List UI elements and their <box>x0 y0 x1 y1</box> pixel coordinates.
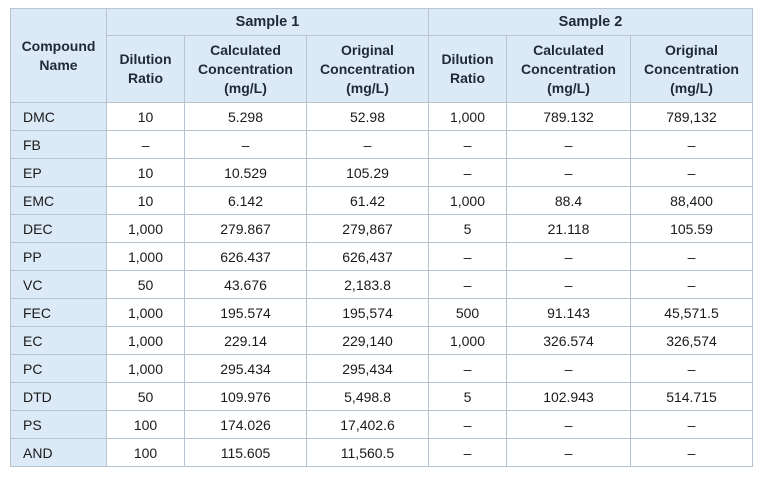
value-cell: – <box>429 131 507 159</box>
header-line: Ratio <box>128 70 163 86</box>
value-cell: – <box>429 243 507 271</box>
value-cell: 10.529 <box>185 159 307 187</box>
value-cell: 229.14 <box>185 327 307 355</box>
concentration-table <box>10 8 753 467</box>
value-cell: 295,434 <box>307 355 429 383</box>
value-cell: 50 <box>107 271 185 299</box>
table-row <box>11 271 753 299</box>
value-cell: 100 <box>107 439 185 467</box>
value-cell: – <box>631 243 753 271</box>
table-container <box>10 8 753 467</box>
value-cell: 21.118 <box>507 215 631 243</box>
column-header <box>429 36 507 103</box>
value-cell: 50 <box>107 383 185 411</box>
compound-name-cell: DMC <box>11 103 107 131</box>
value-cell: – <box>631 271 753 299</box>
value-cell: – <box>307 131 429 159</box>
value-cell: 5 <box>429 383 507 411</box>
value-cell: 1,000 <box>107 243 185 271</box>
header-line: Calculated <box>533 41 604 58</box>
table-row <box>11 131 753 159</box>
value-cell: – <box>429 439 507 467</box>
value-cell: 174.026 <box>185 411 307 439</box>
value-cell: – <box>631 355 753 383</box>
value-cell: 10 <box>107 159 185 187</box>
value-cell: 11,560.5 <box>307 439 429 467</box>
value-cell: – <box>507 243 631 271</box>
table-row <box>11 215 753 243</box>
table-row <box>11 243 753 271</box>
value-cell: 52.98 <box>307 103 429 131</box>
compound-name-cell: AND <box>11 439 107 467</box>
value-cell: – <box>507 159 631 187</box>
value-cell: – <box>631 439 753 467</box>
table-row <box>11 355 753 383</box>
value-cell: 88.4 <box>507 187 631 215</box>
header-line: Dilution <box>119 51 172 67</box>
value-cell: – <box>507 439 631 467</box>
compound-name-cell: EMC <box>11 187 107 215</box>
value-cell: 514.715 <box>631 383 753 411</box>
table-row <box>11 159 753 187</box>
sample-group-header: Sample 2 <box>429 9 753 36</box>
header-line: Concentration <box>644 60 739 77</box>
column-header <box>307 36 429 103</box>
compound-name-cell: PS <box>11 411 107 439</box>
value-cell: 10 <box>107 103 185 131</box>
value-cell: 279,867 <box>307 215 429 243</box>
sample-group-header: Sample 1 <box>107 9 429 36</box>
header-line: Concentration <box>198 60 293 77</box>
compound-name-cell: DEC <box>11 215 107 243</box>
compound-name-cell: PC <box>11 355 107 383</box>
value-cell: – <box>429 355 507 383</box>
value-cell: 195,574 <box>307 299 429 327</box>
value-cell: 1,000 <box>429 327 507 355</box>
value-cell: 1,000 <box>429 103 507 131</box>
value-cell: 326.574 <box>507 327 631 355</box>
value-cell: 115.605 <box>185 439 307 467</box>
column-header <box>631 36 753 103</box>
value-cell: – <box>185 131 307 159</box>
value-cell: 295.434 <box>185 355 307 383</box>
value-cell: 626,437 <box>307 243 429 271</box>
value-cell: 326,574 <box>631 327 753 355</box>
value-cell: 626.437 <box>185 243 307 271</box>
value-cell: – <box>507 411 631 439</box>
compound-name-cell: EP <box>11 159 107 187</box>
table-row <box>11 299 753 327</box>
value-cell: 5,498.8 <box>307 383 429 411</box>
value-cell: – <box>507 355 631 383</box>
header-line: Calculated <box>210 41 281 58</box>
value-cell: 6.142 <box>185 187 307 215</box>
value-cell: 5 <box>429 215 507 243</box>
column-header <box>185 36 307 103</box>
header-line: (mg/L) <box>346 79 389 96</box>
header-line: Ratio <box>450 70 485 86</box>
compound-name-cell: VC <box>11 271 107 299</box>
value-cell: 500 <box>429 299 507 327</box>
value-cell: 789,132 <box>631 103 753 131</box>
value-cell: 105.29 <box>307 159 429 187</box>
value-cell: – <box>507 271 631 299</box>
header-line: (mg/L) <box>547 79 590 96</box>
value-cell: – <box>631 159 753 187</box>
table-row <box>11 439 753 467</box>
header-line: Name <box>39 56 78 73</box>
header-line: Concentration <box>320 60 415 77</box>
column-header <box>107 36 185 103</box>
value-cell: 91.143 <box>507 299 631 327</box>
value-cell: 195.574 <box>185 299 307 327</box>
compound-name-cell: FB <box>11 131 107 159</box>
compound-name-cell: PP <box>11 243 107 271</box>
value-cell: 1,000 <box>429 187 507 215</box>
value-cell: – <box>507 131 631 159</box>
compound-name-cell: EC <box>11 327 107 355</box>
value-cell: 17,402.6 <box>307 411 429 439</box>
header-line: (mg/L) <box>224 79 267 96</box>
table-row <box>11 327 753 355</box>
value-cell: 1,000 <box>107 355 185 383</box>
table-row <box>11 187 753 215</box>
table-row <box>11 411 753 439</box>
value-cell: 88,400 <box>631 187 753 215</box>
value-cell: 109.976 <box>185 383 307 411</box>
value-cell: 1,000 <box>107 215 185 243</box>
value-cell: – <box>107 131 185 159</box>
table-row <box>11 103 753 131</box>
value-cell: 43.676 <box>185 271 307 299</box>
header-line: (mg/L) <box>670 79 713 96</box>
value-cell: 105.59 <box>631 215 753 243</box>
value-cell: 229,140 <box>307 327 429 355</box>
compound-name-cell: FEC <box>11 299 107 327</box>
header-line: Dilution <box>441 51 494 67</box>
column-header <box>507 36 631 103</box>
value-cell: 279.867 <box>185 215 307 243</box>
value-cell: – <box>631 411 753 439</box>
value-cell: 102.943 <box>507 383 631 411</box>
value-cell: – <box>631 131 753 159</box>
value-cell: 10 <box>107 187 185 215</box>
header-line: Original <box>341 41 394 58</box>
header-line: Original <box>665 41 718 58</box>
value-cell: 61.42 <box>307 187 429 215</box>
compound-name-header <box>11 9 107 103</box>
value-cell: 789.132 <box>507 103 631 131</box>
compound-name-cell: DTD <box>11 383 107 411</box>
value-cell: 2,183.8 <box>307 271 429 299</box>
table-row <box>11 383 753 411</box>
value-cell: 1,000 <box>107 299 185 327</box>
value-cell: 45,571.5 <box>631 299 753 327</box>
value-cell: 1,000 <box>107 327 185 355</box>
value-cell: 5.298 <box>185 103 307 131</box>
header-line: Concentration <box>521 60 616 77</box>
header-line: Compound <box>21 37 96 54</box>
value-cell: – <box>429 271 507 299</box>
value-cell: 100 <box>107 411 185 439</box>
value-cell: – <box>429 411 507 439</box>
value-cell: – <box>429 159 507 187</box>
